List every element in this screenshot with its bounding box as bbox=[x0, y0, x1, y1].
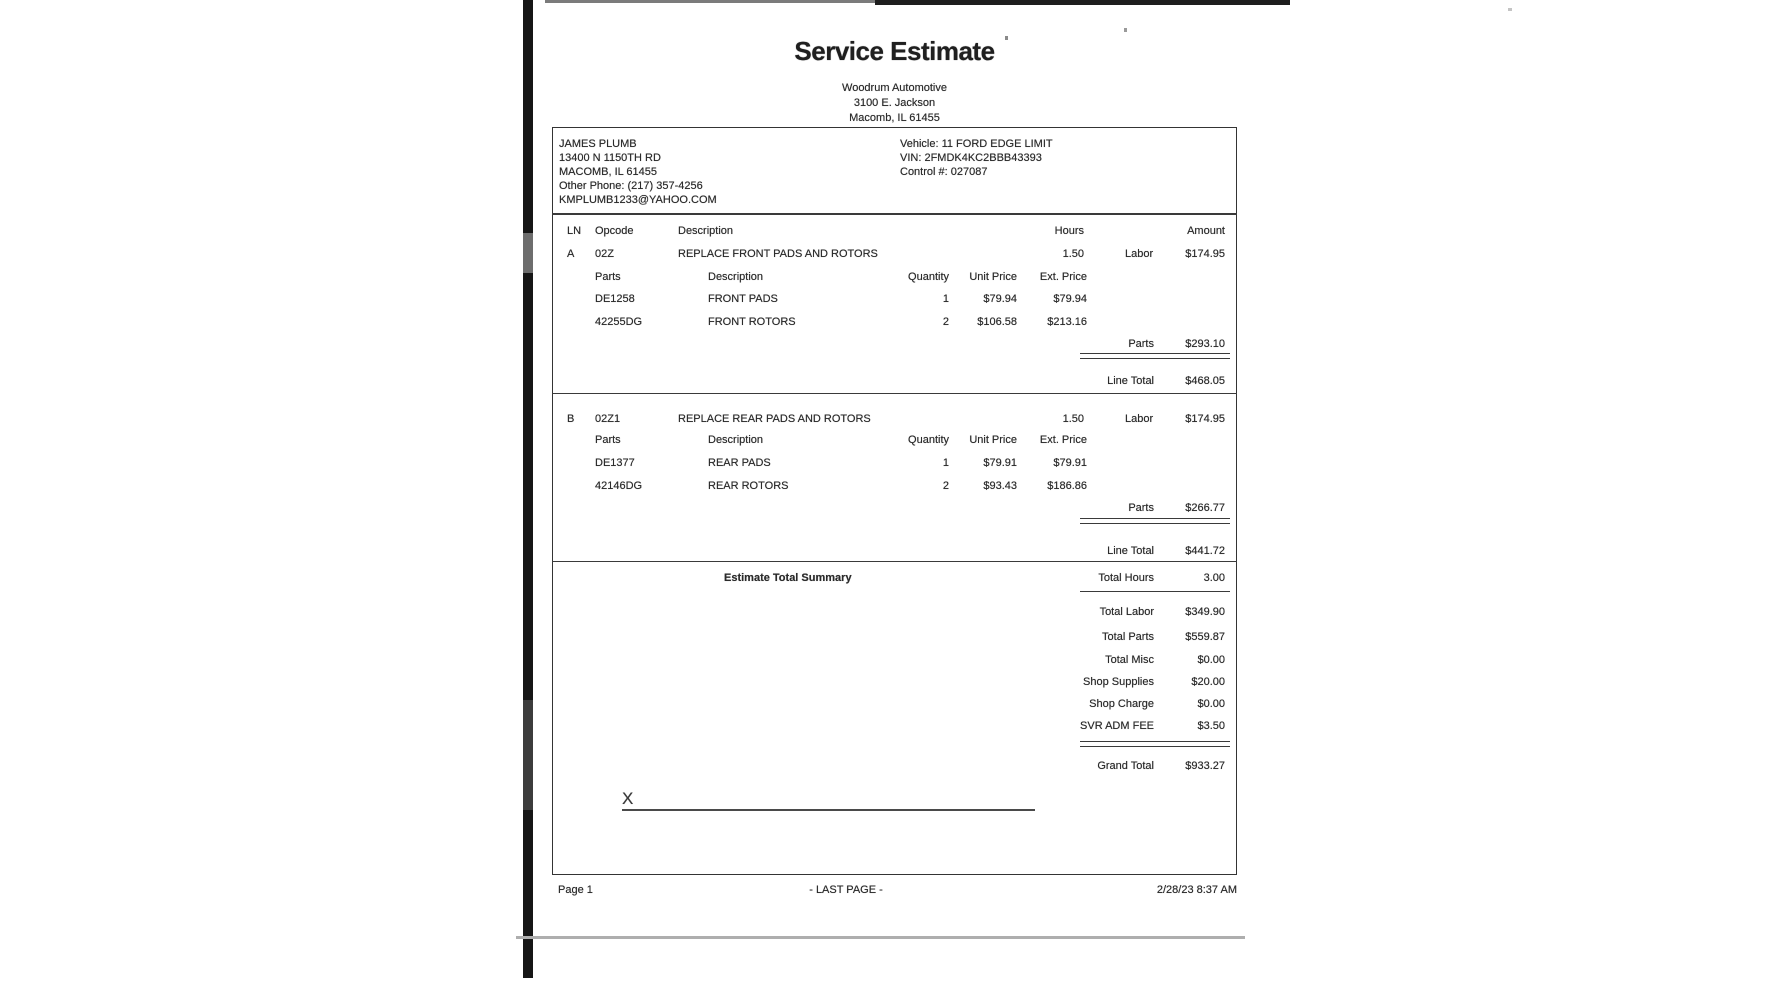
header-amount: Amount bbox=[1187, 225, 1225, 237]
grand-total-label: Grand Total bbox=[1097, 760, 1154, 772]
scanner-edge-strip-left bbox=[523, 0, 533, 978]
parts-total-value: $266.77 bbox=[1185, 502, 1225, 514]
customer-city: MACOMB, IL 61455 bbox=[559, 166, 658, 178]
total-misc-value: $0.00 bbox=[1197, 654, 1225, 666]
scanner-edge-strip-left-light-patch bbox=[523, 233, 533, 273]
part-description: FRONT PADS bbox=[708, 293, 778, 305]
parts-total-value: $293.10 bbox=[1185, 338, 1225, 350]
part-quantity: 2 bbox=[942, 480, 949, 492]
line-total-row bbox=[552, 375, 1237, 389]
header-opcode: Opcode bbox=[595, 225, 634, 237]
estimate-line-row bbox=[552, 248, 1237, 262]
scan-speck bbox=[1124, 28, 1127, 32]
part-number: DE1377 bbox=[595, 457, 635, 469]
shop-charge-value: $0.00 bbox=[1197, 698, 1225, 710]
shop-supplies-label: Shop Supplies bbox=[1083, 676, 1154, 688]
total-hours-label: Total Hours bbox=[1098, 572, 1154, 584]
parts-subheader-row bbox=[552, 271, 1237, 285]
summary-row bbox=[552, 698, 1237, 712]
shop-supplies-value: $20.00 bbox=[1191, 676, 1225, 688]
summary-rule bbox=[1080, 591, 1230, 592]
subheader-unit-price: Unit Price bbox=[969, 434, 1017, 446]
document-title: Service Estimate bbox=[794, 36, 995, 66]
line-total-row bbox=[552, 545, 1237, 559]
estimate-line-row bbox=[552, 413, 1237, 427]
subheader-parts: Parts bbox=[595, 434, 621, 446]
summary-title: Estimate Total Summary bbox=[724, 572, 852, 584]
scan-bottom-page-edge-line bbox=[516, 936, 1245, 939]
part-row bbox=[552, 457, 1237, 471]
part-number: DE1258 bbox=[595, 293, 635, 305]
line-opcode: 02Z bbox=[595, 248, 614, 260]
double-rule bbox=[1080, 353, 1230, 354]
part-quantity: 1 bbox=[942, 457, 949, 469]
double-rule bbox=[1080, 523, 1230, 524]
part-ext-price: $213.16 bbox=[1047, 316, 1087, 328]
line-hours: 1.50 bbox=[1062, 248, 1084, 260]
part-unit-price: $79.91 bbox=[983, 457, 1017, 469]
summary-row bbox=[552, 676, 1237, 690]
subheader-unit-price: Unit Price bbox=[969, 271, 1017, 283]
line-total-value: $441.72 bbox=[1185, 545, 1225, 557]
part-description: REAR ROTORS bbox=[708, 480, 789, 492]
parts-total-label: Parts bbox=[1128, 502, 1154, 514]
total-parts-value: $559.87 bbox=[1185, 631, 1225, 643]
part-quantity: 2 bbox=[942, 316, 949, 328]
line-total-label: Line Total bbox=[1107, 375, 1154, 387]
svr-adm-fee-value: $3.50 bbox=[1197, 720, 1225, 732]
summary-row bbox=[552, 606, 1237, 620]
parts-subheader-row bbox=[552, 434, 1237, 448]
line-description: REPLACE FRONT PADS AND ROTORS bbox=[678, 248, 878, 260]
subheader-ext-price: Ext. Price bbox=[1039, 434, 1087, 446]
svr-adm-fee-label: SVR ADM FEE bbox=[1080, 720, 1154, 732]
customer-name: JAMES PLUMB bbox=[559, 138, 637, 150]
labor-amount: $174.95 bbox=[1185, 248, 1225, 260]
line-total-label: Line Total bbox=[1107, 545, 1154, 557]
line-ln: A bbox=[567, 248, 575, 260]
header-hours: Hours bbox=[1054, 225, 1084, 237]
double-rule bbox=[1080, 741, 1230, 742]
subheader-description: Description bbox=[708, 271, 764, 283]
parts-total-row bbox=[552, 502, 1237, 516]
part-row bbox=[552, 293, 1237, 307]
vehicle-vin: VIN: 2FMDK4KC2BBB43393 bbox=[900, 152, 1042, 164]
double-rule bbox=[1080, 518, 1230, 519]
customer-section-divider bbox=[552, 213, 1237, 215]
signature-x-mark: X bbox=[622, 789, 634, 808]
line-ln: B bbox=[567, 413, 575, 425]
parts-total-label: Parts bbox=[1128, 338, 1154, 350]
vehicle-control-number: Control #: 027087 bbox=[900, 166, 988, 178]
part-unit-price: $106.58 bbox=[977, 316, 1017, 328]
company-city: Macomb, IL 61455 bbox=[849, 112, 940, 124]
part-description: FRONT ROTORS bbox=[708, 316, 796, 328]
total-misc-label: Total Misc bbox=[1105, 654, 1154, 666]
part-number: 42255DG bbox=[595, 316, 643, 328]
part-ext-price: $79.94 bbox=[1053, 293, 1087, 305]
customer-email: KMPLUMB1233@YAHOO.COM bbox=[559, 194, 717, 206]
labor-label: Labor bbox=[1125, 413, 1154, 425]
line-description: REPLACE REAR PADS AND ROTORS bbox=[678, 413, 871, 425]
total-parts-label: Total Parts bbox=[1102, 631, 1154, 643]
scan-speck bbox=[1508, 8, 1512, 11]
summary-row bbox=[552, 654, 1237, 668]
summary-row bbox=[552, 720, 1237, 734]
subheader-ext-price: Ext. Price bbox=[1039, 271, 1087, 283]
total-labor-value: $349.90 bbox=[1185, 606, 1225, 618]
company-street: 3100 E. Jackson bbox=[853, 97, 936, 109]
part-ext-price: $79.91 bbox=[1053, 457, 1087, 469]
part-number: 42146DG bbox=[595, 480, 643, 492]
double-rule bbox=[1080, 358, 1230, 359]
part-unit-price: $79.94 bbox=[983, 293, 1017, 305]
scan-top-edge-artifact-light bbox=[545, 0, 875, 3]
part-quantity: 1 bbox=[942, 293, 949, 305]
grand-total-value: $933.27 bbox=[1185, 760, 1225, 772]
part-ext-price: $186.86 bbox=[1047, 480, 1087, 492]
part-unit-price: $93.43 bbox=[983, 480, 1017, 492]
table-header-row bbox=[552, 225, 1237, 239]
line-opcode: 02Z1 bbox=[595, 413, 621, 425]
part-row bbox=[552, 316, 1237, 330]
summary-row bbox=[552, 631, 1237, 645]
part-row bbox=[552, 480, 1237, 494]
signature-line bbox=[622, 809, 1035, 811]
subheader-quantity: Quantity bbox=[908, 271, 949, 283]
section-divider bbox=[552, 561, 1237, 562]
labor-label: Labor bbox=[1125, 248, 1154, 260]
scan-top-edge-artifact-dark bbox=[875, 0, 1290, 5]
part-description: REAR PADS bbox=[708, 457, 771, 469]
footer-page-number: Page 1 bbox=[558, 884, 593, 896]
scanner-edge-strip-left-light-patch2 bbox=[523, 700, 533, 810]
subheader-description: Description bbox=[708, 434, 764, 446]
labor-amount: $174.95 bbox=[1185, 413, 1225, 425]
footer-last-page: - LAST PAGE - bbox=[809, 884, 883, 896]
summary-title-row bbox=[552, 572, 1237, 586]
subheader-parts: Parts bbox=[595, 271, 621, 283]
double-rule bbox=[1080, 746, 1230, 747]
customer-street: 13400 N 1150TH RD bbox=[559, 152, 661, 164]
parts-total-row bbox=[552, 338, 1237, 352]
grand-total-row bbox=[552, 760, 1237, 774]
subheader-quantity: Quantity bbox=[908, 434, 949, 446]
total-hours-value: 3.00 bbox=[1203, 572, 1225, 584]
shop-charge-label: Shop Charge bbox=[1089, 698, 1154, 710]
footer-print-timestamp: 2/28/23 8:37 AM bbox=[1156, 884, 1237, 896]
header-ln: LN bbox=[567, 225, 582, 237]
vehicle-description: Vehicle: 11 FORD EDGE LIMIT bbox=[900, 138, 1053, 150]
company-name: Woodrum Automotive bbox=[842, 82, 947, 94]
header-description: Description bbox=[678, 225, 734, 237]
section-divider bbox=[552, 393, 1237, 394]
customer-phone: Other Phone: (217) 357-4256 bbox=[559, 180, 703, 192]
total-labor-label: Total Labor bbox=[1099, 606, 1154, 618]
line-total-value: $468.05 bbox=[1185, 375, 1225, 387]
line-hours: 1.50 bbox=[1062, 413, 1084, 425]
